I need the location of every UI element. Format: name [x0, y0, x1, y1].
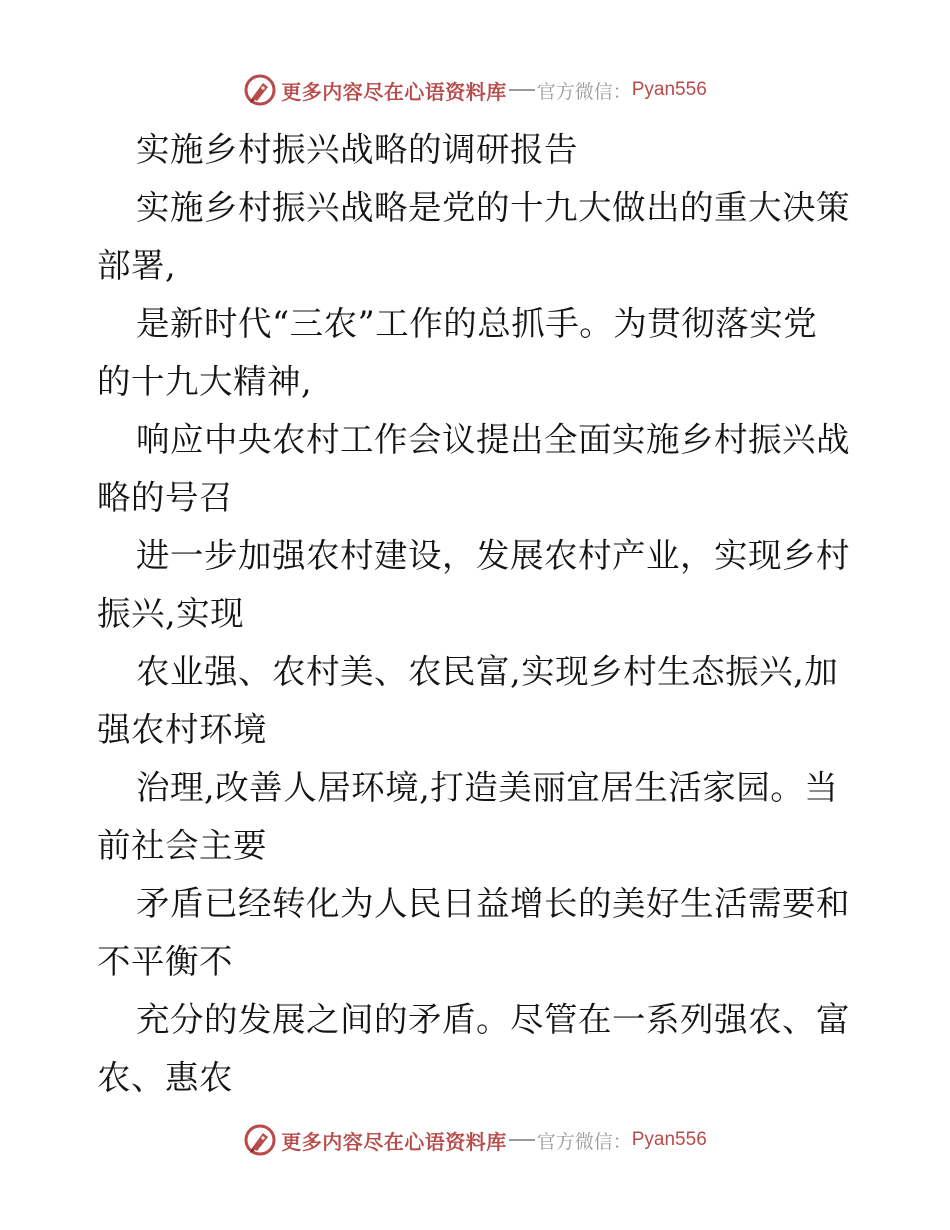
paragraph-line: 实施乡村振兴战略是党的十九大做出的重大决策: [136, 188, 850, 227]
paragraph-line: 的十九大精神,: [97, 362, 313, 401]
footer-banner: [0, 1120, 950, 1160]
paragraph-line: 不平衡不: [97, 942, 233, 981]
paragraph-line: 治理,改善人居环境,打造美丽宜居生活家园。当: [136, 768, 839, 807]
paragraph-line: 矛盾已经转化为人民日益增长的美好生活需要和: [136, 884, 850, 923]
banner-main-text: 更多内容尽在心语资料库: [281, 1129, 507, 1154]
paragraph-line: 强农村环境: [97, 710, 267, 749]
banner-wechat-label: 官方微信：: [536, 80, 632, 103]
paragraph-line: 充分的发展之间的矛盾。尽管在一系列强农、富: [136, 1000, 850, 1039]
document-title: 实施乡村振兴战略的调研报告: [136, 130, 578, 169]
banner-wechat-label: 官方微信：: [536, 1130, 632, 1153]
paragraph-line: 响应中央农村工作会议提出全面实施乡村振兴战: [136, 420, 850, 459]
header-banner: [0, 70, 950, 110]
banner-wechat-id: Pyan556: [631, 79, 707, 100]
banner-main-text: 更多内容尽在心语资料库: [281, 79, 507, 104]
paragraph-line: 振兴,实现: [97, 594, 245, 633]
paragraph-line: 前社会主要: [97, 826, 267, 865]
paragraph-line: 进一步加强农村建设，发展农村产业，实现乡村: [136, 536, 850, 575]
pen-nib-logo-icon: [243, 1123, 277, 1157]
document-body: [97, 121, 857, 1107]
paragraph-line: 农、惠农: [97, 1058, 233, 1097]
pen-nib-logo-icon: [243, 73, 277, 107]
banner-separator: [509, 89, 535, 91]
banner-separator: [509, 1139, 535, 1141]
paragraph-line: 是新时代“三农”工作的总抓手。为贯彻落实党: [136, 304, 818, 343]
paragraph-line: 部署,: [97, 246, 177, 285]
banner-wechat-id: Pyan556: [631, 1129, 707, 1150]
paragraph-line: 农业强、农村美、农民富,实现乡村生态振兴,加: [136, 652, 839, 691]
paragraph-line: 略的号召: [97, 478, 233, 517]
